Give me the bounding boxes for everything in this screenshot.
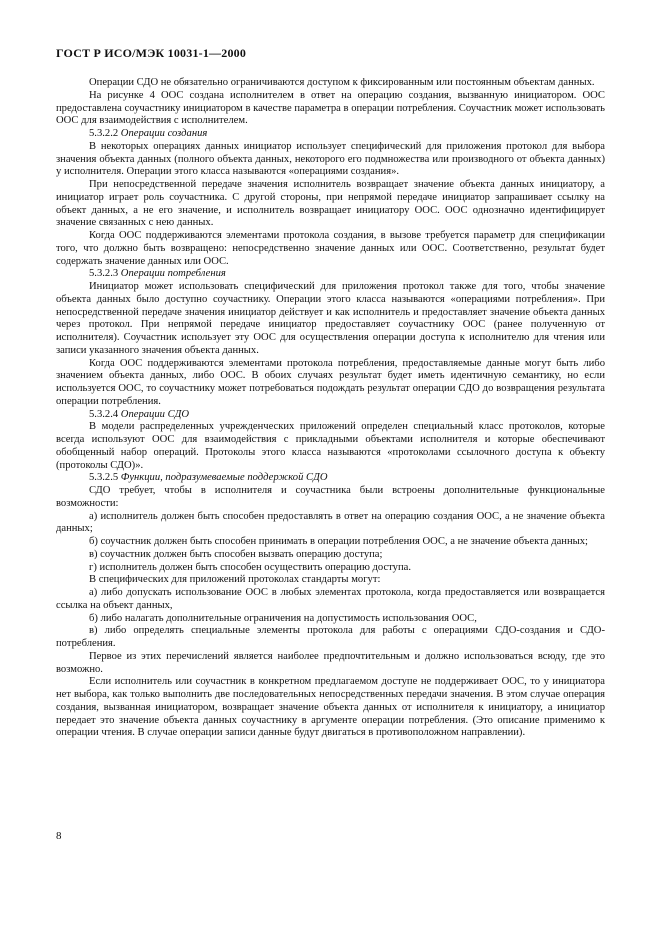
paragraph: На рисунке 4 ООС создана исполнителем в ответ на операцию создания, вызванную инициатором. ООС предоставлена соучастнику инициатором в качестве параметра в операции потребления. Соучастник может использовать ООС для взаимодействия с исполнителем. [56,89,605,127]
section-title: Операции потребления [120,268,226,280]
list-item: в) либо определять специальные элементы протокола для работы с операциями СДО-создания и СДО-потребления. [56,625,605,649]
section-title: Операции СДО [120,408,190,420]
section-title: Операции создания [120,128,208,139]
list-item: а) исполнитель должен быть способен предоставлять в ответ на операцию создания ООС, а не значение объекта данных; [56,510,605,535]
section-number: 5.3.2.5 [89,472,119,484]
paragraph: Если исполнитель или соучастник в конкретном предлагаемом доступе не поддерживает ООС, то у инициатора нет выбора, как только выполнить две последовательных непосредственных передачи значения. В этом случае операция создания, вызванная инициатором, возвращает значение объекта данных от исполнителя к инициатору, а инициатор передает это значение объекта данных соучастнику в аргументе операции потребления. (Это описание применимо к операции чтения. В случае операции записи данные будут двигаться в противоположном направлении). [56,676,605,739]
list-item: а) либо допускать использование ООС в любых элементах протокола, когда предоставляется или возвращается ссылка на объект данных, [56,587,605,611]
section-heading [56,409,605,422]
section-heading [56,268,605,281]
section-number: 5.3.2.2 [89,128,119,139]
list-item: б) соучастник должен быть способен принимать в операции потребления ООС, а не значение объекта данных; [89,536,589,547]
paragraph: В специфических для приложений протоколах стандарты могут: [89,574,381,586]
section-heading [56,472,605,485]
section-number: 5.3.2.3 [89,268,119,280]
paragraph: В модели распределенных учрежденческих приложений определен специальный класс протоколов, которые всегда используют ООС для взаимодействия с прикладными объектами исполнителя и которые обеспечивают обобщенный набор операций. Протоколы этого класса называются «протоколами ссылочного доступа к объекту (протоколы СДО)». [56,421,605,471]
paragraph: Операции СДО не обязательно ограничиваются доступом к фиксированным или постоянным объектам данных. [89,77,595,88]
paragraph: При непосредственной передаче значения исполнитель возвращает значение объекта данных инициатору, а инициатор играет роль соучастника. С другой стороны, при непрямой передаче инициатор запрашивает ссылку на объект данных, а не его значение, и исполнитель возвращает инициатору ООС. ООС однозначно идентифицирует значение связанных с нею данных. [56,179,605,229]
paragraph: Первое из этих перечислений является наиболее предпочтительным и должно использоваться всюду, где это возможно. [56,650,605,675]
paragraph: СДО требует, чтобы в исполнителя и соучастника были встроены дополнительные функциональные возможности: [56,485,605,509]
page-number: 8 [56,830,62,842]
section-heading [56,128,605,141]
paragraph: В некоторых операциях данных инициатор использует специфический для приложения протокол для выбора значения объекта данных (полного объекта данных, некоторого его подмножества или производного от объекта данных) у исполнителя. Операции этого класса называются «операциями создания». [56,140,605,178]
document-header: ГОСТ Р ИСО/МЭК 10031-1—2000 [56,46,247,60]
paragraph: Когда ООС поддерживаются элементами протокола потребления, предоставляемые данные могут быть либо значением объекта данных, либо ООС. В обоих случаях результат будет иметь идентичную семантику, но если используется ООС, то соучастнику может потребоваться подождать результат операции СДО до возвращения результата операции потребления. [56,357,605,407]
document-body [56,77,605,740]
paragraph: Инициатор может использовать специфический для приложения протокол также для того, чтобы значение объекта данных было доступно соучастнику. Операции этого класса называются «операциями потребления». При непосредственной передаче значения инициатор действует и как исполнитель и предоставляет значение объекта данных через протокол. При непрямой передаче инициатор предоставляет соучастнику ООС (ранее полученную от исполнителя). Соучастник использует эту ООС для осуществления операции доступа к исполнителю для чтения или записи указанного значения объекта данных. [56,281,605,356]
list-item: г) исполнитель должен быть способен осуществить операцию доступа. [89,561,411,573]
list-item: б) либо налагать дополнительные ограничения на допустимость использования ООС, [89,612,477,624]
section-title: Функции, подразумеваемые поддержкой СДО [120,472,328,484]
list-item: в) соучастник должен быть способен вызвать операцию доступа; [89,548,383,560]
section-number: 5.3.2.4 [89,408,119,420]
paragraph: Когда ООС поддерживаются элементами протокола создания, в вызове требуется параметр для спецификации того, что должно быть возвращено: непосредственно значение данных или ООС. Соответственно, результат будет содержать значение данных или ООС. [56,230,605,267]
